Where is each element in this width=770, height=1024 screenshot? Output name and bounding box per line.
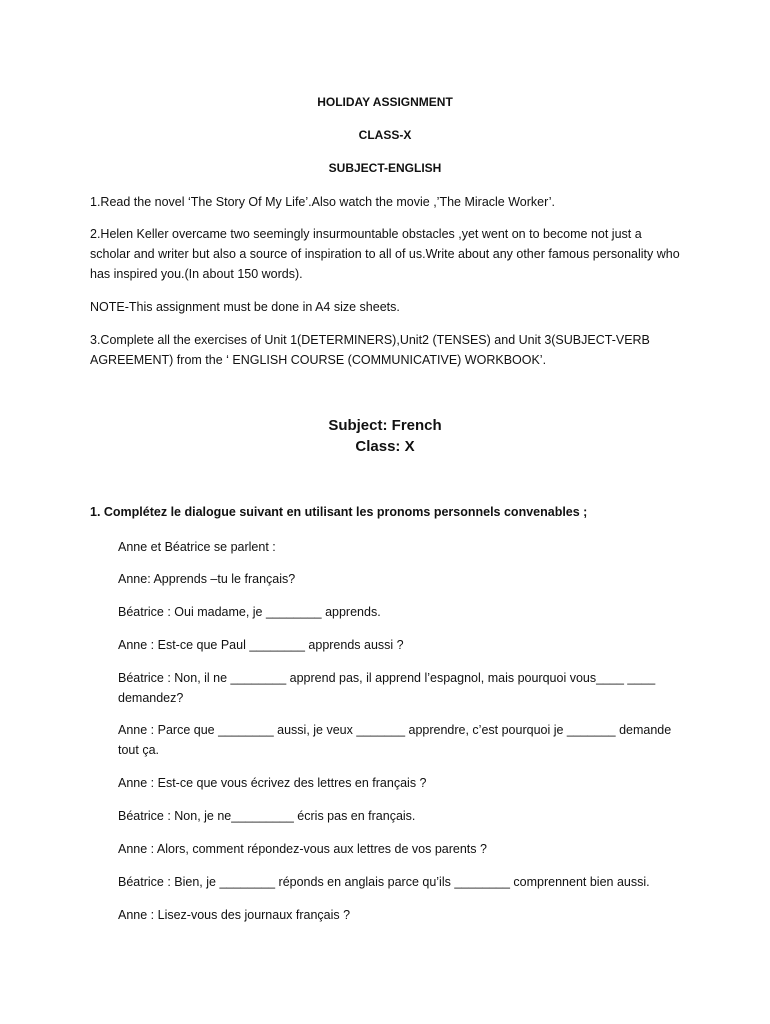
dialogue-line: Anne: Apprends –tu le français? xyxy=(118,572,296,586)
french-question-1: 1. Complétez le dialogue suivant en utilisant les pronoms personnels convenables ; xyxy=(90,505,588,519)
dialogue-line: Béatrice : Non, je ne_________ écris pas en français. xyxy=(118,809,416,823)
dialogue-line: Anne : Lisez-vous des journaux français ? xyxy=(118,908,351,922)
dialogue-line: Anne : Alors, comment répondez-vous aux lettres de vos parents ? xyxy=(118,842,487,856)
english-note: NOTE-This assignment must be done in A4 size sheets. xyxy=(90,300,400,314)
dialogue-line: Anne et Béatrice se parlent : xyxy=(118,540,276,554)
english-item-3: 3.Complete all the exercises of Unit 1(DETERMINERS),Unit2 (TENSES) and Unit 3(SUBJECT-VERB AGREEMENT) from the ‘ ENGLISH COURSE (COMMUNICATIVE) WORKBOOK’. xyxy=(90,333,650,367)
dialogue-line: Anne : Est-ce que Paul ________ apprends aussi ? xyxy=(118,638,404,652)
dialogue-line: Béatrice : Oui madame, je ________ apprends. xyxy=(118,605,381,619)
dialogue-line: Béatrice : Non, il ne ________ apprend pas, il apprend l’espagnol, mais pourquoi vous____ ____ demandez? xyxy=(118,671,656,705)
french-subject: Subject: French xyxy=(328,417,442,434)
dialogue-line: Anne : Parce que ________ aussi, je veux _______ apprendre, c’est pourquoi je _______ demande tout ça. xyxy=(118,723,672,757)
english-item-1: 1.Read the novel ‘The Story Of My Life’.Also watch the movie ,’The Miracle Worker’. xyxy=(90,195,555,209)
assignment-title: HOLIDAY ASSIGNMENT xyxy=(317,95,453,109)
french-class: Class: X xyxy=(355,438,415,455)
dialogue-line: Béatrice : Bien, je ________ réponds en anglais parce qu’ils ________ comprennent bien aussi. xyxy=(118,875,650,889)
dialogue-line: Anne : Est-ce que vous écrivez des lettres en français ? xyxy=(118,776,427,790)
english-subject: SUBJECT-ENGLISH xyxy=(328,161,442,175)
english-class: CLASS-X xyxy=(358,128,412,142)
english-item-2: 2.Helen Keller overcame two seemingly insurmountable obstacles ,yet went on to become not just a scholar and writer but also a source of inspiration to all of us.Write about any other famous personality who has inspired you.(In about 150 words). xyxy=(90,227,680,281)
